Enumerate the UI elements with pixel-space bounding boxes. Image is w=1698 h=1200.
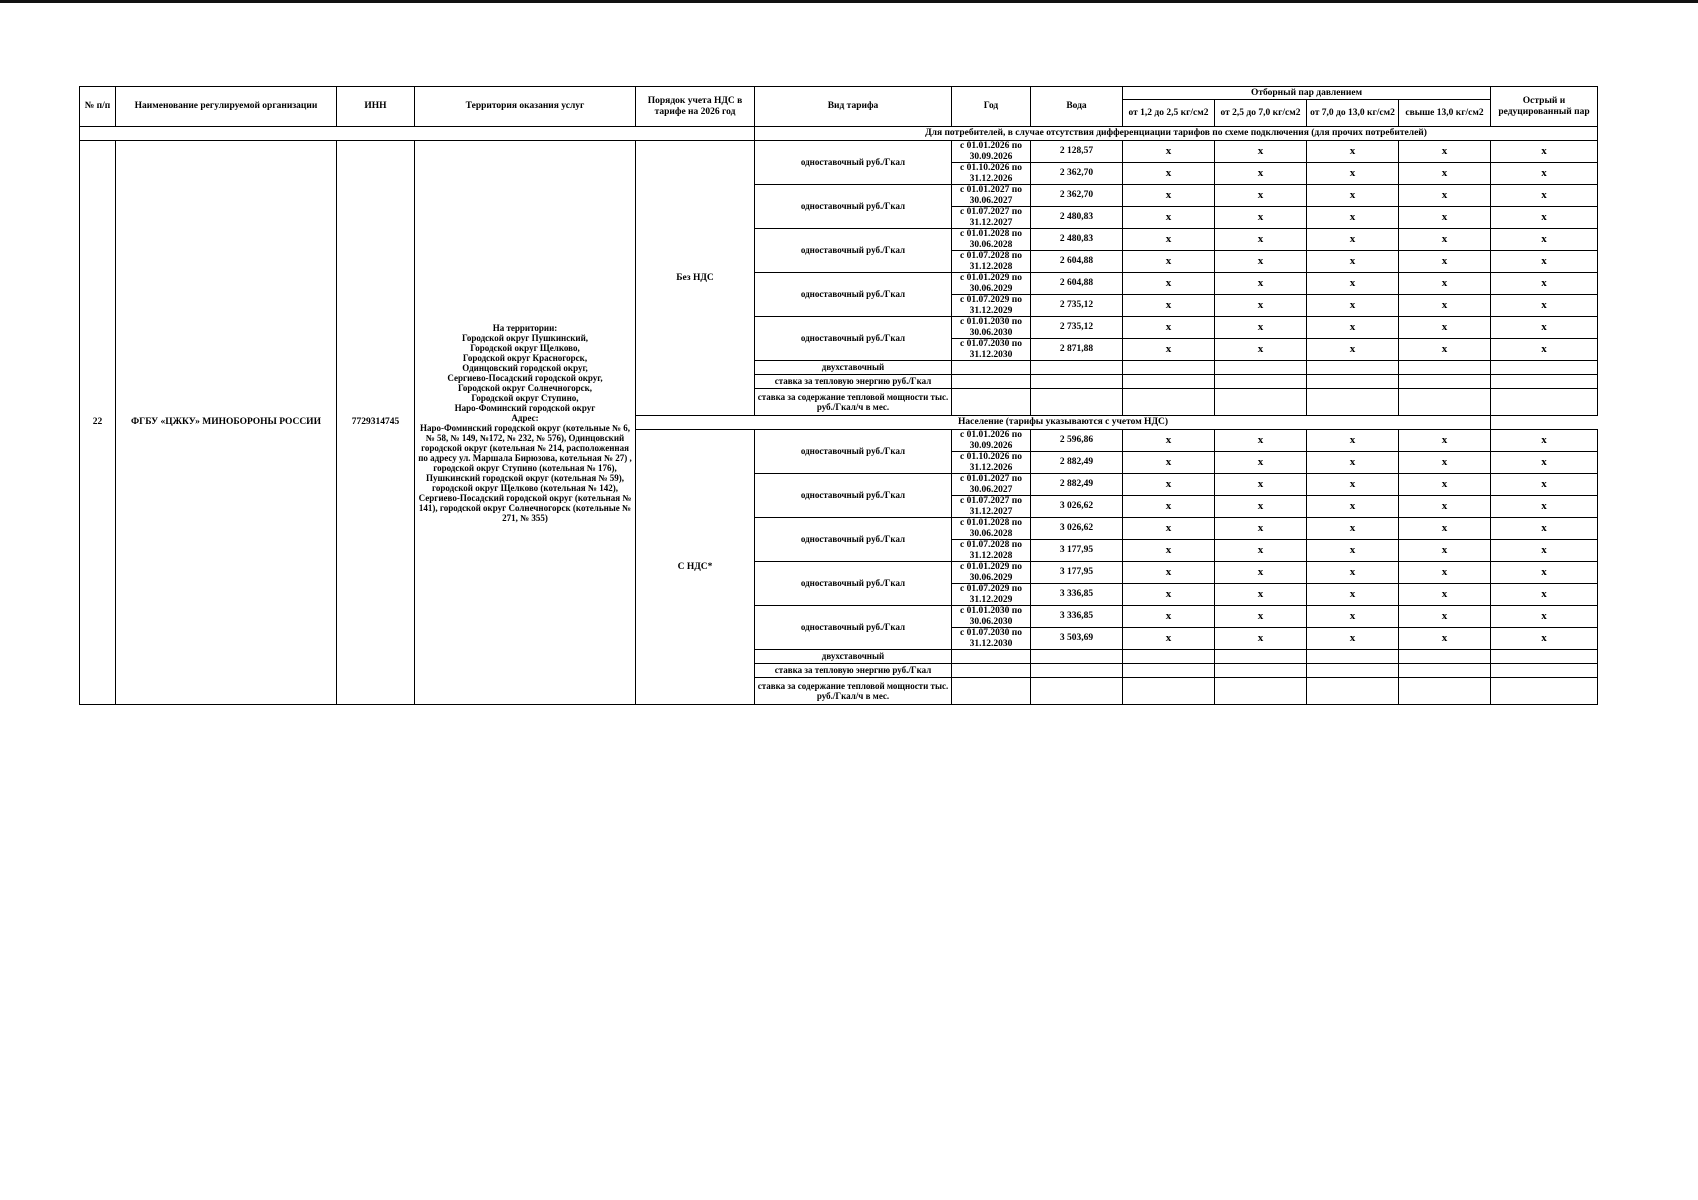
water-value: 3 177,95	[1031, 540, 1123, 562]
empty-cell	[1215, 664, 1307, 678]
capacity-rate-label: ставка за содержание тепловой мощности тыс. руб./Гкал/ч в мес.	[755, 678, 952, 705]
x-mark-cell: х	[1123, 229, 1215, 251]
empty-cell	[1215, 361, 1307, 375]
x-mark-cell: х	[1491, 251, 1598, 273]
x-mark-cell: х	[1123, 496, 1215, 518]
header-vat-order: Порядок учета НДС в тарифе на 2026 год	[636, 87, 755, 127]
one-part-tariff-label: одноставочный руб./Гкал	[755, 518, 952, 562]
period-cell: с 01.01.2030 по 30.06.2030	[952, 606, 1031, 628]
capacity-rate-label: ставка за содержание тепловой мощности тыс. руб./Гкал/ч в мес.	[755, 389, 952, 416]
x-mark-cell: х	[1215, 207, 1307, 229]
water-value: 2 604,88	[1031, 251, 1123, 273]
water-value: 2 480,83	[1031, 207, 1123, 229]
x-mark-cell: х	[1307, 141, 1399, 163]
water-value: 3 336,85	[1031, 606, 1123, 628]
header-sharp-steam: Острый и редуцированный пар	[1491, 87, 1598, 127]
row-number: 22	[80, 141, 116, 705]
empty-cell	[1307, 361, 1399, 375]
period-cell: с 01.07.2029 по 31.12.2029	[952, 584, 1031, 606]
x-mark-cell: х	[1307, 562, 1399, 584]
tariff-table	[79, 86, 1598, 705]
x-mark-cell: х	[1399, 185, 1491, 207]
vat-order-cell: С НДС*	[636, 430, 755, 705]
x-mark-cell: х	[1307, 628, 1399, 650]
x-mark-cell: х	[1307, 430, 1399, 452]
empty-cell	[1215, 375, 1307, 389]
x-mark-cell: х	[1399, 606, 1491, 628]
empty-cell	[1491, 375, 1598, 389]
x-mark-cell: х	[1123, 141, 1215, 163]
empty-cell	[1307, 375, 1399, 389]
header-steam-group: Отборный пар давлением	[1123, 87, 1491, 100]
header-territory: Территория оказания услуг	[415, 87, 636, 127]
period-cell: с 01.01.2029 по 30.06.2029	[952, 273, 1031, 295]
x-mark-cell: х	[1123, 606, 1215, 628]
header-steam-1: от 1,2 до 2,5 кг/см2	[1123, 100, 1215, 127]
x-mark-cell: х	[1307, 251, 1399, 273]
x-mark-cell: х	[1491, 606, 1598, 628]
empty-cell	[1307, 664, 1399, 678]
x-mark-cell: х	[1491, 496, 1598, 518]
one-part-tariff-label: одноставочный руб./Гкал	[755, 606, 952, 650]
water-value: 2 871,88	[1031, 339, 1123, 361]
empty-cell	[1491, 389, 1598, 416]
empty-cell	[1031, 678, 1123, 705]
one-part-tariff-label: одноставочный руб./Гкал	[755, 141, 952, 185]
empty-cell	[1031, 361, 1123, 375]
water-value: 3 026,62	[1031, 518, 1123, 540]
x-mark-cell: х	[1215, 562, 1307, 584]
x-mark-cell: х	[1399, 163, 1491, 185]
header-num: № п/п	[80, 87, 116, 127]
empty-cell	[1031, 389, 1123, 416]
empty-cell	[1491, 650, 1598, 664]
x-mark-cell: х	[1491, 141, 1598, 163]
water-value: 3 336,85	[1031, 584, 1123, 606]
x-mark-cell: х	[1123, 562, 1215, 584]
period-cell: с 01.01.2027 по 30.06.2027	[952, 474, 1031, 496]
empty-cell	[1215, 389, 1307, 416]
period-cell: с 01.01.2028 по 30.06.2028	[952, 518, 1031, 540]
x-mark-cell: х	[1123, 430, 1215, 452]
x-mark-cell: х	[1215, 496, 1307, 518]
empty-cell	[952, 389, 1031, 416]
empty-cell	[1399, 678, 1491, 705]
period-cell: с 01.01.2028 по 30.06.2028	[952, 229, 1031, 251]
section-row-consumers	[80, 127, 1598, 141]
x-mark-cell: х	[1399, 273, 1491, 295]
x-mark-cell: х	[1399, 295, 1491, 317]
x-mark-cell: х	[1491, 430, 1598, 452]
x-mark-cell: х	[1491, 584, 1598, 606]
x-mark-cell: х	[1307, 207, 1399, 229]
period-cell: с 01.01.2027 по 30.06.2027	[952, 185, 1031, 207]
x-mark-cell: х	[1215, 295, 1307, 317]
one-part-tariff-label: одноставочный руб./Гкал	[755, 229, 952, 273]
x-mark-cell: х	[1215, 474, 1307, 496]
period-cell: с 01.01.2030 по 30.06.2030	[952, 317, 1031, 339]
x-mark-cell: х	[1307, 317, 1399, 339]
heat-rate-label: ставка за тепловую энергию руб./Гкал	[755, 664, 952, 678]
x-mark-cell: х	[1491, 273, 1598, 295]
empty-cell	[1031, 650, 1123, 664]
heat-rate-label: ставка за тепловую энергию руб./Гкал	[755, 375, 952, 389]
x-mark-cell: х	[1399, 141, 1491, 163]
x-mark-cell: х	[1123, 339, 1215, 361]
x-mark-cell: х	[1123, 273, 1215, 295]
empty-cell	[1491, 678, 1598, 705]
section-blank	[80, 127, 755, 141]
period-cell: с 01.10.2026 по 31.12.2026	[952, 163, 1031, 185]
x-mark-cell: х	[1307, 496, 1399, 518]
x-mark-cell: х	[1491, 207, 1598, 229]
x-mark-cell: х	[1123, 474, 1215, 496]
x-mark-cell: х	[1307, 229, 1399, 251]
x-mark-cell: х	[1215, 430, 1307, 452]
x-mark-cell: х	[1123, 295, 1215, 317]
empty-cell	[1307, 678, 1399, 705]
x-mark-cell: х	[1215, 163, 1307, 185]
empty-cell	[952, 664, 1031, 678]
x-mark-cell: х	[1215, 229, 1307, 251]
x-mark-cell: х	[1215, 339, 1307, 361]
x-mark-cell: х	[1491, 518, 1598, 540]
x-mark-cell: х	[1123, 452, 1215, 474]
x-mark-cell: х	[1307, 474, 1399, 496]
period-cell: с 01.07.2027 по 31.12.2027	[952, 207, 1031, 229]
service-territory: На территории: Городской округ Пушкинский, Городской округ Щелково, Городской округ Красногорск, Одинцовский городской округ, Сергиево-Посадский городской округ, Городской округ Солнечногорск, Городской округ Ступино, Наро-Фоминский городской округ Адрес: Наро-Фоминский городской округ (котельные № 6, № 58, № 149, №172, № 232, № 576), Одинцовский городской округ (котельная № 214, расположенная по адресу ул. Маршала Бирюзова, котельная № 27) , городской округ Ступино (котельная № 176), Пушкинский городской округ (котельная № 59), городской округ Щелково (котельная № 142), Сергиево-Посадский городской округ (котельная № 141), городской округ Солнечногорск (котельные № 271, № 355)	[415, 141, 636, 705]
x-mark-cell: х	[1491, 317, 1598, 339]
x-mark-cell: х	[1123, 518, 1215, 540]
two-part-label: двухставочный	[755, 650, 952, 664]
x-mark-cell: х	[1215, 584, 1307, 606]
x-mark-cell: х	[1399, 562, 1491, 584]
two-part-label: двухставочный	[755, 361, 952, 375]
water-value: 2 735,12	[1031, 317, 1123, 339]
section-population: Население (тарифы указываются с учетом НДС)	[636, 416, 1491, 430]
x-mark-cell: х	[1215, 452, 1307, 474]
x-mark-cell: х	[1307, 295, 1399, 317]
water-value: 2 362,70	[1031, 185, 1123, 207]
water-value: 3 503,69	[1031, 628, 1123, 650]
empty-cell	[1399, 664, 1491, 678]
top-border-line	[0, 0, 1698, 3]
header-year: Год	[952, 87, 1031, 127]
period-cell: с 01.01.2026 по 30.09.2026	[952, 430, 1031, 452]
organization-name: ФГБУ «ЦЖКУ» МИНОБОРОНЫ РОССИИ	[116, 141, 337, 705]
x-mark-cell: х	[1307, 273, 1399, 295]
empty-cell	[1123, 664, 1215, 678]
x-mark-cell: х	[1491, 452, 1598, 474]
empty-cell	[1399, 389, 1491, 416]
x-mark-cell: х	[1491, 339, 1598, 361]
water-value: 2 882,49	[1031, 452, 1123, 474]
period-cell: с 01.01.2026 по 30.09.2026	[952, 141, 1031, 163]
water-value: 3 026,62	[1031, 496, 1123, 518]
empty-cell	[1399, 650, 1491, 664]
empty-cell	[1031, 375, 1123, 389]
x-mark-cell: х	[1215, 317, 1307, 339]
header-inn: ИНН	[337, 87, 415, 127]
water-value: 2 596,86	[1031, 430, 1123, 452]
x-mark-cell: х	[1123, 317, 1215, 339]
inn-value: 7729314745	[337, 141, 415, 705]
x-mark-cell: х	[1399, 496, 1491, 518]
x-mark-cell: х	[1123, 207, 1215, 229]
x-mark-cell: х	[1399, 474, 1491, 496]
x-mark-cell: х	[1307, 584, 1399, 606]
x-mark-cell: х	[1491, 628, 1598, 650]
period-cell: с 01.01.2029 по 30.06.2029	[952, 562, 1031, 584]
empty-cell	[1123, 678, 1215, 705]
header-steam-4: свыше 13,0 кг/см2	[1399, 100, 1491, 127]
x-mark-cell: х	[1491, 163, 1598, 185]
water-value: 2 128,57	[1031, 141, 1123, 163]
empty-cell	[952, 678, 1031, 705]
x-mark-cell: х	[1307, 163, 1399, 185]
period-cell: с 01.07.2030 по 31.12.2030	[952, 339, 1031, 361]
header-water: Вода	[1031, 87, 1123, 127]
x-mark-cell: х	[1215, 273, 1307, 295]
empty-cell	[1215, 650, 1307, 664]
one-part-tariff-label: одноставочный руб./Гкал	[755, 430, 952, 474]
x-mark-cell: х	[1307, 606, 1399, 628]
empty-cell	[1491, 361, 1598, 375]
one-part-tariff-label: одноставочный руб./Гкал	[755, 317, 952, 361]
empty-cell	[1123, 361, 1215, 375]
water-value: 2 604,88	[1031, 273, 1123, 295]
empty-cell	[1123, 375, 1215, 389]
x-mark-cell: х	[1399, 207, 1491, 229]
x-mark-cell: х	[1123, 185, 1215, 207]
period-cell: с 01.07.2027 по 31.12.2027	[952, 496, 1031, 518]
section-consumers: Для потребителей, в случае отсутствия дифференциации тарифов по схеме подключения (для прочих потребителей)	[755, 127, 1598, 141]
one-part-tariff-label: одноставочный руб./Гкал	[755, 474, 952, 518]
x-mark-cell: х	[1399, 518, 1491, 540]
x-mark-cell: х	[1307, 339, 1399, 361]
one-part-tariff-label: одноставочный руб./Гкал	[755, 562, 952, 606]
header-steam-3: от 7,0 до 13,0 кг/см2	[1307, 100, 1399, 127]
x-mark-cell: х	[1215, 251, 1307, 273]
one-part-tariff-label: одноставочный руб./Гкал	[755, 185, 952, 229]
x-mark-cell: х	[1215, 540, 1307, 562]
empty-cell	[952, 361, 1031, 375]
header-steam-2: от 2,5 до 7,0 кг/см2	[1215, 100, 1307, 127]
x-mark-cell: х	[1123, 163, 1215, 185]
x-mark-cell: х	[1215, 606, 1307, 628]
period-cell: с 01.07.2030 по 31.12.2030	[952, 628, 1031, 650]
empty-cell	[1031, 664, 1123, 678]
x-mark-cell: х	[1399, 452, 1491, 474]
x-mark-cell: х	[1491, 185, 1598, 207]
x-mark-cell: х	[1491, 562, 1598, 584]
x-mark-cell: х	[1123, 584, 1215, 606]
x-mark-cell: х	[1491, 540, 1598, 562]
x-mark-cell: х	[1399, 229, 1491, 251]
water-value: 2 480,83	[1031, 229, 1123, 251]
x-mark-cell: х	[1491, 295, 1598, 317]
water-value: 2 362,70	[1031, 163, 1123, 185]
header-tariff-type: Вид тарифа	[755, 87, 952, 127]
period-cell: с 01.07.2028 по 31.12.2028	[952, 540, 1031, 562]
x-mark-cell: х	[1399, 251, 1491, 273]
empty-cell	[1215, 678, 1307, 705]
x-mark-cell: х	[1215, 518, 1307, 540]
empty-cell	[1123, 389, 1215, 416]
period-cell: с 01.07.2029 по 31.12.2029	[952, 295, 1031, 317]
x-mark-cell: х	[1399, 628, 1491, 650]
empty-cell	[1399, 375, 1491, 389]
empty-cell	[1307, 389, 1399, 416]
x-mark-cell: х	[1123, 540, 1215, 562]
x-mark-cell: х	[1307, 518, 1399, 540]
water-value: 2 735,12	[1031, 295, 1123, 317]
x-mark-cell: х	[1123, 251, 1215, 273]
empty-cell	[952, 375, 1031, 389]
x-mark-cell: х	[1491, 474, 1598, 496]
x-mark-cell: х	[1399, 317, 1491, 339]
period-cell: с 01.07.2028 по 31.12.2028	[952, 251, 1031, 273]
empty-cell	[1123, 650, 1215, 664]
x-mark-cell: х	[1215, 141, 1307, 163]
period-cell: с 01.10.2026 по 31.12.2026	[952, 452, 1031, 474]
x-mark-cell: х	[1399, 584, 1491, 606]
x-mark-cell: х	[1307, 452, 1399, 474]
tariff-row	[80, 141, 1598, 163]
x-mark-cell: х	[1491, 229, 1598, 251]
x-mark-cell: х	[1123, 628, 1215, 650]
x-mark-cell: х	[1215, 185, 1307, 207]
one-part-tariff-label: одноставочный руб./Гкал	[755, 273, 952, 317]
x-mark-cell: х	[1215, 628, 1307, 650]
x-mark-cell: х	[1399, 540, 1491, 562]
x-mark-cell: х	[1307, 540, 1399, 562]
water-value: 2 882,49	[1031, 474, 1123, 496]
water-value: 3 177,95	[1031, 562, 1123, 584]
empty-cell	[1399, 361, 1491, 375]
empty-cell	[1307, 650, 1399, 664]
vat-order-cell: Без НДС	[636, 141, 755, 416]
header-org: Наименование регулируемой организации	[116, 87, 337, 127]
empty-cell	[1491, 664, 1598, 678]
empty-cell	[952, 650, 1031, 664]
x-mark-cell: х	[1399, 430, 1491, 452]
header-row-1	[80, 87, 1598, 100]
x-mark-cell: х	[1307, 185, 1399, 207]
x-mark-cell: х	[1399, 339, 1491, 361]
